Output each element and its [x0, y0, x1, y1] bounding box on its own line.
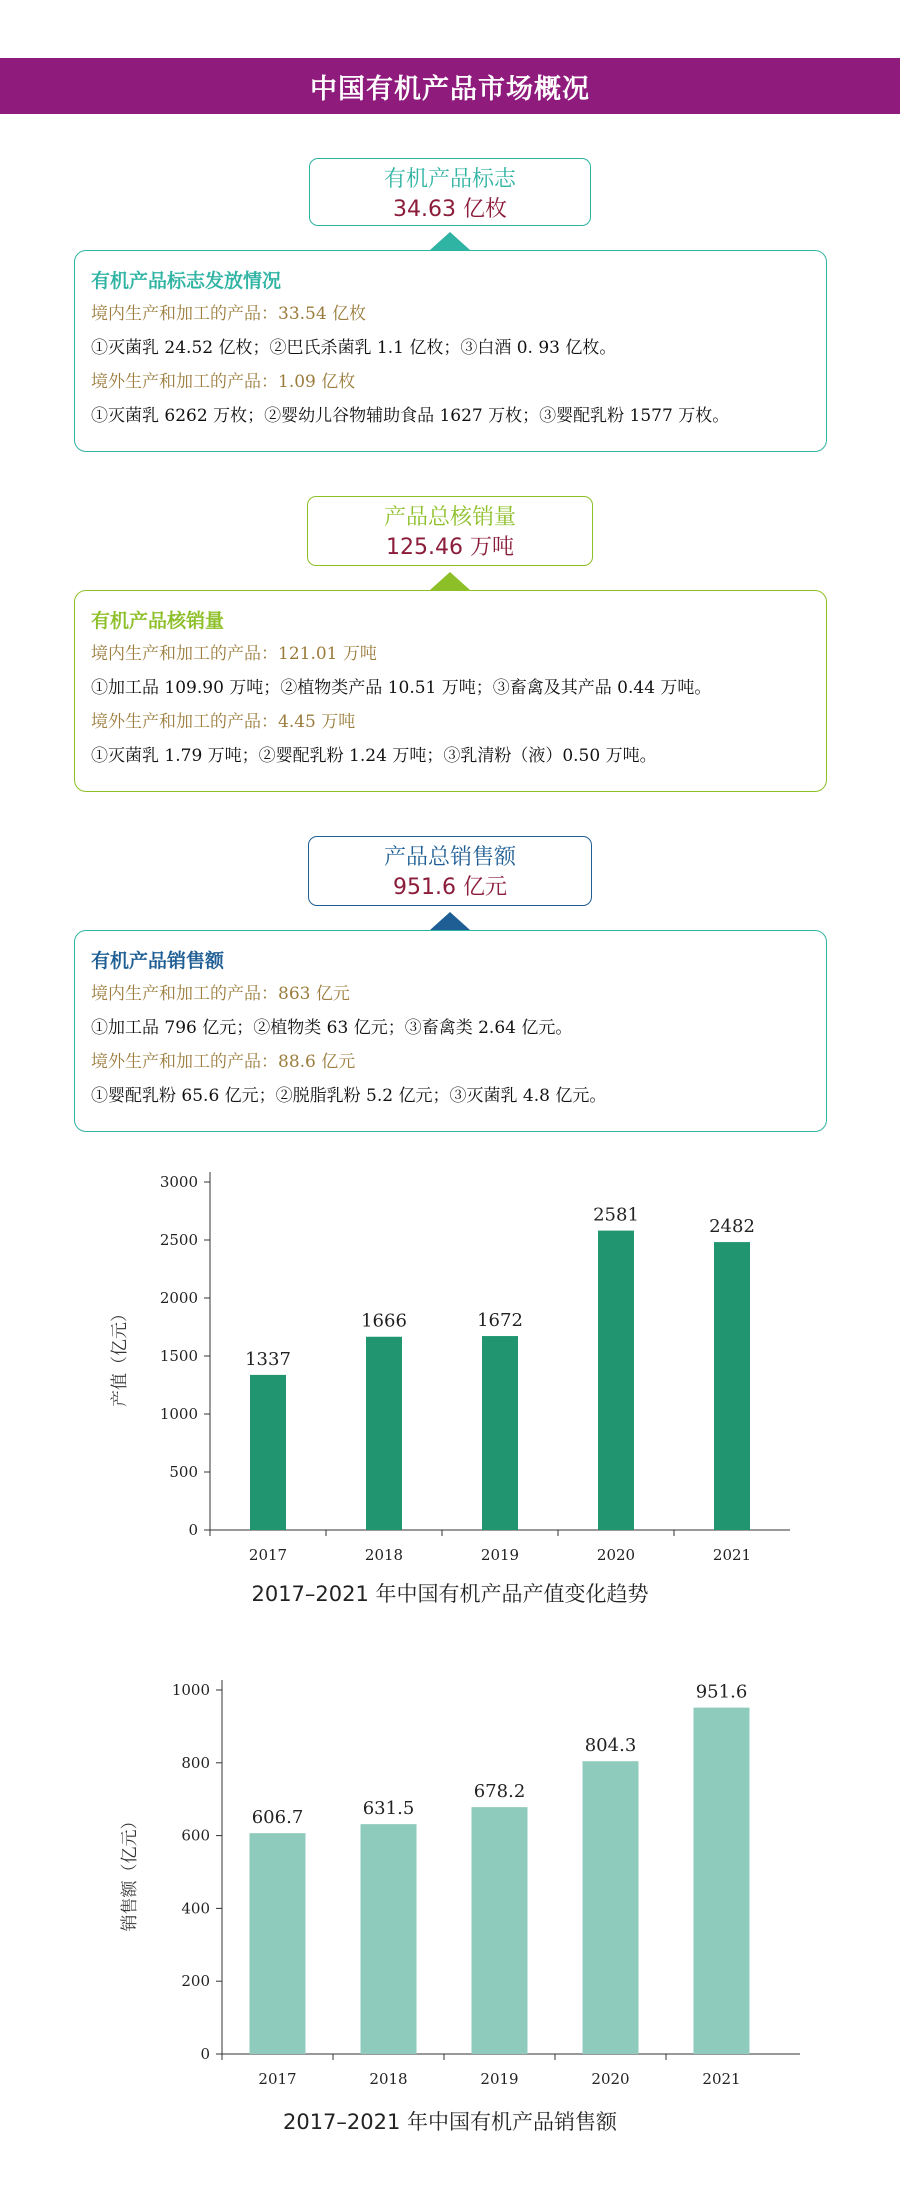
foreign-label: 境外生产和加工的产品：88.6 亿元 — [91, 1052, 356, 1072]
y-tick-label: 0 — [200, 2045, 210, 2063]
bar — [598, 1231, 634, 1530]
pointer-triangle — [430, 572, 470, 590]
bar — [583, 1761, 639, 2054]
page-banner — [0, 58, 900, 114]
domestic-label: 境内生产和加工的产品：863 亿元 — [91, 984, 350, 1004]
y-tick-label: 2000 — [159, 1289, 198, 1307]
bar — [714, 1242, 750, 1530]
sales-amount-bar-chart — [0, 1650, 900, 2110]
y-tick-label: 1000 — [159, 1405, 198, 1423]
summary-value: 125.46 万吨 — [386, 535, 514, 560]
y-tick-label: 400 — [181, 1899, 210, 1918]
summary-box-certification-labels — [309, 158, 591, 226]
y-tick-label: 1000 — [171, 1681, 210, 1699]
bar — [366, 1337, 402, 1530]
detail-panel-certification-labels — [74, 250, 827, 452]
x-tick-label: 2019 — [480, 1546, 520, 1564]
y-tick-label: 800 — [181, 1753, 210, 1772]
summary-label: 产品总核销量 — [383, 505, 516, 530]
data-label: 1337 — [245, 1348, 291, 1370]
detail-title: 有机产品标志发放情况 — [91, 270, 282, 292]
chart-title-output-value: 2017–2021 年中国有机产品产值变化趋势 — [251, 1582, 649, 1606]
pointer-triangle — [430, 232, 470, 250]
summary-value: 951.6 亿元 — [393, 875, 507, 900]
detail-panel-sales-amount — [74, 930, 827, 1132]
y-tick-label: 0 — [188, 1521, 198, 1539]
y-axis-label: 产值（亿元） — [110, 1305, 130, 1407]
data-label: 951.6 — [695, 1681, 748, 1703]
summary-label: 产品总销售额 — [383, 845, 516, 870]
x-tick-label: 2021 — [702, 2070, 741, 2088]
data-label: 2581 — [593, 1204, 639, 1226]
y-tick-label: 3000 — [159, 1173, 198, 1191]
output-value-bar-chart — [0, 1160, 900, 1580]
summary-value: 34.63 亿枚 — [393, 197, 507, 222]
data-label: 1666 — [361, 1310, 407, 1332]
bar — [472, 1807, 528, 2054]
y-tick-label: 1500 — [159, 1347, 198, 1365]
detail-title: 有机产品销售额 — [91, 950, 225, 972]
bar — [250, 1833, 306, 2054]
banner-title: 中国有机产品市场概况 — [310, 73, 590, 105]
x-tick-label: 2019 — [480, 2070, 519, 2088]
detail-title: 有机产品核销量 — [91, 610, 225, 632]
data-label: 2482 — [709, 1216, 755, 1238]
data-label: 804.3 — [584, 1735, 637, 1757]
y-axis-label: 销售额（亿元） — [120, 1812, 140, 1932]
domestic-items: ①灭菌乳 24.52 亿枚；②巴氏杀菌乳 1.1 亿枚；③白酒 0. 93 亿枚。 — [91, 338, 617, 358]
x-tick-label: 2018 — [364, 1546, 404, 1564]
x-tick-label: 2021 — [712, 1546, 752, 1564]
detail-panel-sales-volume — [74, 590, 827, 792]
bar — [361, 1824, 417, 2054]
foreign-label: 境外生产和加工的产品：1.09 亿枚 — [91, 372, 356, 392]
summary-box-sales-amount — [308, 836, 592, 906]
chart-title-sales-amount: 2017–2021 年中国有机产品销售额 — [282, 2110, 618, 2134]
x-tick-label: 2017 — [258, 2070, 297, 2088]
pointer-triangle — [430, 912, 470, 930]
summary-box-sales-volume — [307, 496, 593, 566]
x-tick-label: 2020 — [596, 1546, 636, 1564]
domestic-label: 境内生产和加工的产品：121.01 万吨 — [91, 644, 377, 664]
y-tick-label: 600 — [181, 1826, 210, 1845]
data-label: 678.2 — [473, 1781, 526, 1803]
foreign-items: ①灭菌乳 6262 万枚；②婴幼儿谷物辅助食品 1627 万枚；③婴配乳粉 1577 万枚。 — [91, 406, 730, 426]
x-tick-label: 2020 — [591, 2070, 630, 2088]
foreign-label: 境外生产和加工的产品：4.45 万吨 — [91, 712, 356, 732]
domestic-items: ①加工品 796 亿元；②植物类 63 亿元；③畜禽类 2.64 亿元。 — [91, 1018, 573, 1038]
domestic-items: ①加工品 109.90 万吨；②植物类产品 10.51 万吨；③畜禽及其产品 0.44 万吨。 — [91, 678, 712, 698]
domestic-label: 境内生产和加工的产品：33.54 亿枚 — [91, 304, 367, 324]
x-tick-label: 2017 — [248, 1546, 288, 1564]
summary-label: 有机产品标志 — [383, 167, 516, 192]
y-tick-label: 200 — [181, 1972, 210, 1991]
data-label: 606.7 — [251, 1807, 304, 1829]
x-tick-label: 2018 — [369, 2070, 408, 2088]
foreign-items: ①婴配乳粉 65.6 亿元；②脱脂乳粉 5.2 亿元；③灭菌乳 4.8 亿元。 — [91, 1086, 607, 1106]
data-label: 1672 — [477, 1310, 523, 1332]
bar — [694, 1708, 750, 2054]
y-tick-label: 2500 — [159, 1231, 198, 1249]
bar — [482, 1336, 518, 1530]
y-tick-label: 500 — [169, 1463, 198, 1481]
data-label: 631.5 — [362, 1798, 415, 1820]
bar — [250, 1375, 286, 1530]
foreign-items: ①灭菌乳 1.79 万吨；②婴配乳粉 1.24 万吨；③乳清粉（液）0.50 万吨。 — [91, 746, 657, 766]
